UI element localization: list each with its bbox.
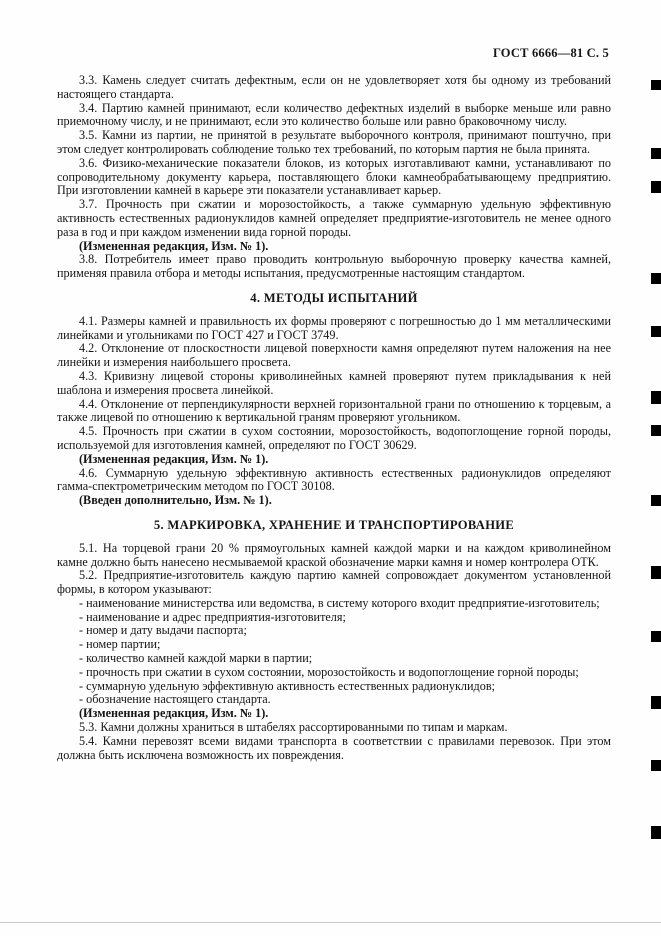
list-item: - номер и дату выдачи паспорта; (79, 623, 247, 638)
list-item: - номер партии; (79, 637, 161, 652)
paragraph-5-1: 5.1. На торцевой грани 20 % прямоугольных камней каждой марки и на каждом криволинейном камне должно быть нанесено несмываемой краской обозначение марки камня и номер контролера ОТК. (57, 540, 611, 569)
list-item: - наименование министерства или ведомства, в систему которого входит предприятие-изготовитель; (79, 595, 600, 610)
amendment-note: (Измененная редакция, Изм. № 1). (79, 451, 269, 466)
scan-artifact-mark (651, 273, 661, 284)
scan-artifact-mark (651, 80, 661, 90)
list-item: - количество камней каждой марки в партии; (79, 651, 313, 666)
list-item: - суммарную удельную эффективную активность естественных радионуклидов; (79, 678, 495, 693)
paragraph-4-1: 4.1. Размеры камней и правильность их формы проверяют с погрешностью до 1 мм металлическими линейками и угольниками по ГОСТ 427 и ГОСТ 3749. (57, 313, 611, 342)
paragraph-3-6: 3.6. Физико-механические показатели блоков, из которых изготавливают камни, устанавливают по сопроводительному документу карьера, поставляющего блоки камнеобрабатывающему предприятию. При изготовлении камней в карьере эти показатели устанавливает карьер. (57, 155, 611, 198)
scan-artifact-mark (651, 181, 661, 193)
amendment-note: (Измененная редакция, Изм. № 1). (79, 706, 269, 721)
paragraph-4-6: 4.6. Суммарную удельную эффективную активность естественных радионуклидов определяют гамма-спектрометрическим методом по ГОСТ 30108. (57, 465, 611, 494)
scan-artifact-mark (651, 566, 661, 579)
document-reference-header: ГОСТ 6666—81 С. 5 (492, 46, 609, 60)
paragraph-5-4: 5.4. Камни перевозят всеми видами транспорта в соответствии с правилами перевозок. При этом должна быть исключена возможность их повреждения. (57, 733, 611, 762)
scan-artifact-mark (651, 826, 661, 839)
list-item: - обозначение настоящего стандарта. (79, 692, 271, 707)
paragraph-3-5: 3.5. Камни из партии, не принятой в результате выборочного контроля, принимают поштучно, при этом следует контролировать соблюдение только тех требований, по которым партия не была принята. (57, 128, 611, 156)
paragraph-3-7: 3.7. Прочность при сжатии и морозостойкость, а также суммарную удельную эффективную активность естественных радионуклидов камней определяет предприятие-изготовитель не менее одного раза в год и при каждом изменении вида горной породы. (57, 197, 611, 239)
scan-artifact-mark (651, 631, 661, 642)
paragraph-4-2: 4.2. Отклонение от плоскостности лицевой поверхности камня определяют путем наложения на нее линейки и измерения наибольшего просвета. (57, 341, 611, 370)
scan-artifact-mark (651, 495, 661, 506)
paragraph-5-3: 5.3. Камни должны храниться в штабелях рассортированными по типам и маркам. (79, 720, 508, 735)
paragraph-4-3: 4.3. Кривизну лицевой стороны криволинейных камней проверяют путем прикладывания к ней шаблона и измерения просвета линейкой. (57, 368, 611, 397)
paragraph-3-4: 3.4. Партию камней принимают, если количество дефектных изделий в выборке меньше или равно приемочному числу, и не принимают, если это количество больше или равно браковочному числу. (57, 100, 611, 129)
paragraph-3-3: 3.3. Камень следует считать дефектным, если он не удовлетворяет хотя бы одному из требований настоящего стандарта. (57, 73, 611, 101)
section-heading-marking: 5. МАРКИРОВКА, ХРАНЕНИЕ И ТРАНСПОРТИРОВАНИЕ (153, 517, 515, 532)
list-item: - прочность при сжатии в сухом состоянии, морозостойкость и водопоглощение горной породы; (79, 664, 579, 679)
scan-artifact-mark (651, 760, 661, 771)
scan-artifact-mark (651, 391, 661, 404)
amendment-note: (Введен дополнительно, Изм. № 1). (79, 493, 272, 508)
paragraph-4-5: 4.5. Прочность при сжатии в сухом состоянии, морозостойкость, водопоглощение горной породы, используемой для изготовления камней, определяют по ГОСТ 30629. (57, 424, 611, 452)
paragraph-5-2: 5.2. Предприятие-изготовитель каждую партию камней сопровождает документом установленной формы, в котором указывают: (57, 568, 611, 597)
document-body (57, 74, 611, 762)
paragraph-4-4: 4.4. Отклонение от перпендикулярности верхней горизонтальной грани по отношению к торцевым, а также лицевой по отношению к вертикальной граням проверяют угольником. (57, 396, 611, 425)
scan-artifact-mark (651, 696, 661, 709)
page-bottom-scan-edge (0, 922, 661, 923)
scan-artifact-mark (651, 425, 661, 436)
amendment-note: (Измененная редакция, Изм. № 1). (79, 238, 269, 253)
paragraph-3-8: 3.8. Потребитель имеет право проводить контрольную выборочную проверку качества камней, применяя правила отбора и методы испытания, предусмотренные настоящим стандартом. (57, 252, 611, 281)
section-heading-methods: 4. МЕТОДЫ ИСПЫТАНИЙ (250, 290, 418, 305)
scan-artifact-mark (651, 148, 661, 159)
list-item: - наименование и адрес предприятия-изготовителя; (79, 609, 346, 624)
scan-artifact-mark (651, 326, 661, 337)
